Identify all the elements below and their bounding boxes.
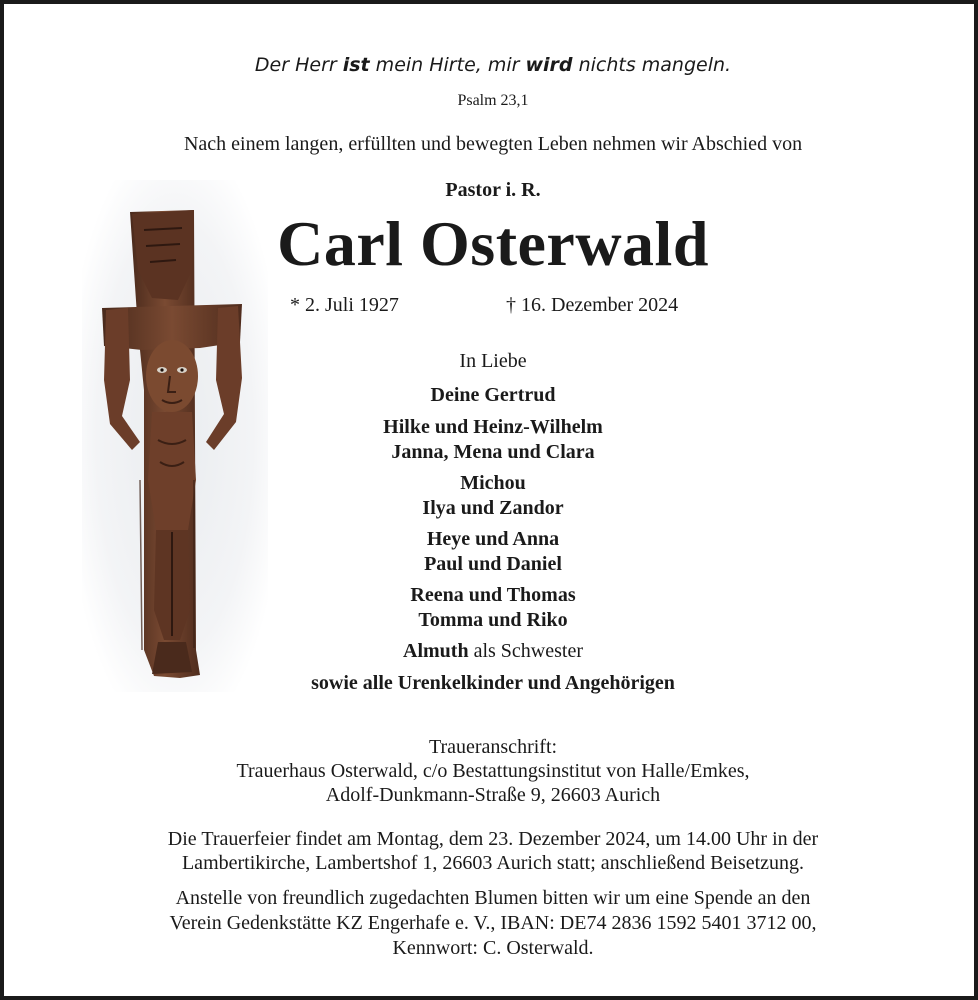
family-line-janna: Janna, Mena und Clara xyxy=(391,441,595,463)
ceremony-line-2: Lambertikirche, Lambertshof 1, 26603 Aurich statt; anschließend Beisetzung. xyxy=(181,852,805,874)
family-line-reena: Reena und Thomas xyxy=(410,584,576,606)
family-line-gertrud: Deine Gertrud xyxy=(430,384,556,406)
family-line-final: sowie alle Urenkelkinder und Angehörigen xyxy=(311,672,675,694)
family-line-michou: Michou xyxy=(460,472,526,494)
deceased-name: Carl Osterwald xyxy=(277,208,709,279)
birth-date: * 2. Juli 1927 xyxy=(290,294,399,316)
family-line-paul: Paul und Daniel xyxy=(424,553,562,575)
address-line-1: Trauerhaus Osterwald, c/o Bestattungsinstitut von Halle/Emkes, xyxy=(236,760,750,782)
verse-reference: Psalm 23,1 xyxy=(457,92,529,109)
family-line-tomma: Tomma und Riko xyxy=(418,609,568,631)
donation-line-3: Kennwort: C. Osterwald. xyxy=(392,937,594,959)
family-line-ilya: Ilya und Zandor xyxy=(422,497,564,519)
ceremony-line-1: Die Trauerfeier findet am Montag, dem 23. Dezember 2024, um 14.00 Uhr in der xyxy=(167,828,819,850)
in-liebe-text: In Liebe xyxy=(459,350,527,372)
death-date: † 16. Dezember 2024 xyxy=(506,294,679,316)
donation-line-1: Anstelle von freundlich zugedachten Blumen bitten wir um eine Spende an den xyxy=(175,887,811,909)
bible-verse: Der Herr ist mein Hirte, mir wird nichts mangeln. xyxy=(254,54,732,76)
address-line-2: Adolf-Dunkmann-Straße 9, 26603 Aurich xyxy=(325,784,661,806)
family-line-hilke: Hilke und Heinz-Wilhelm xyxy=(383,416,603,438)
intro-text: Nach einem langen, erfüllten und bewegten Leben nehmen wir Abschied von xyxy=(183,133,803,155)
deceased-title: Pastor i. R. xyxy=(445,179,541,201)
family-line-almuth: Almuth als Schwester xyxy=(403,640,583,662)
family-line-heye: Heye und Anna xyxy=(426,528,560,550)
address-label: Traueranschrift: xyxy=(428,736,558,758)
donation-line-2: Verein Gedenkstätte KZ Engerhafe e. V., IBAN: DE74 2836 1592 5401 3712 00, xyxy=(169,912,817,934)
